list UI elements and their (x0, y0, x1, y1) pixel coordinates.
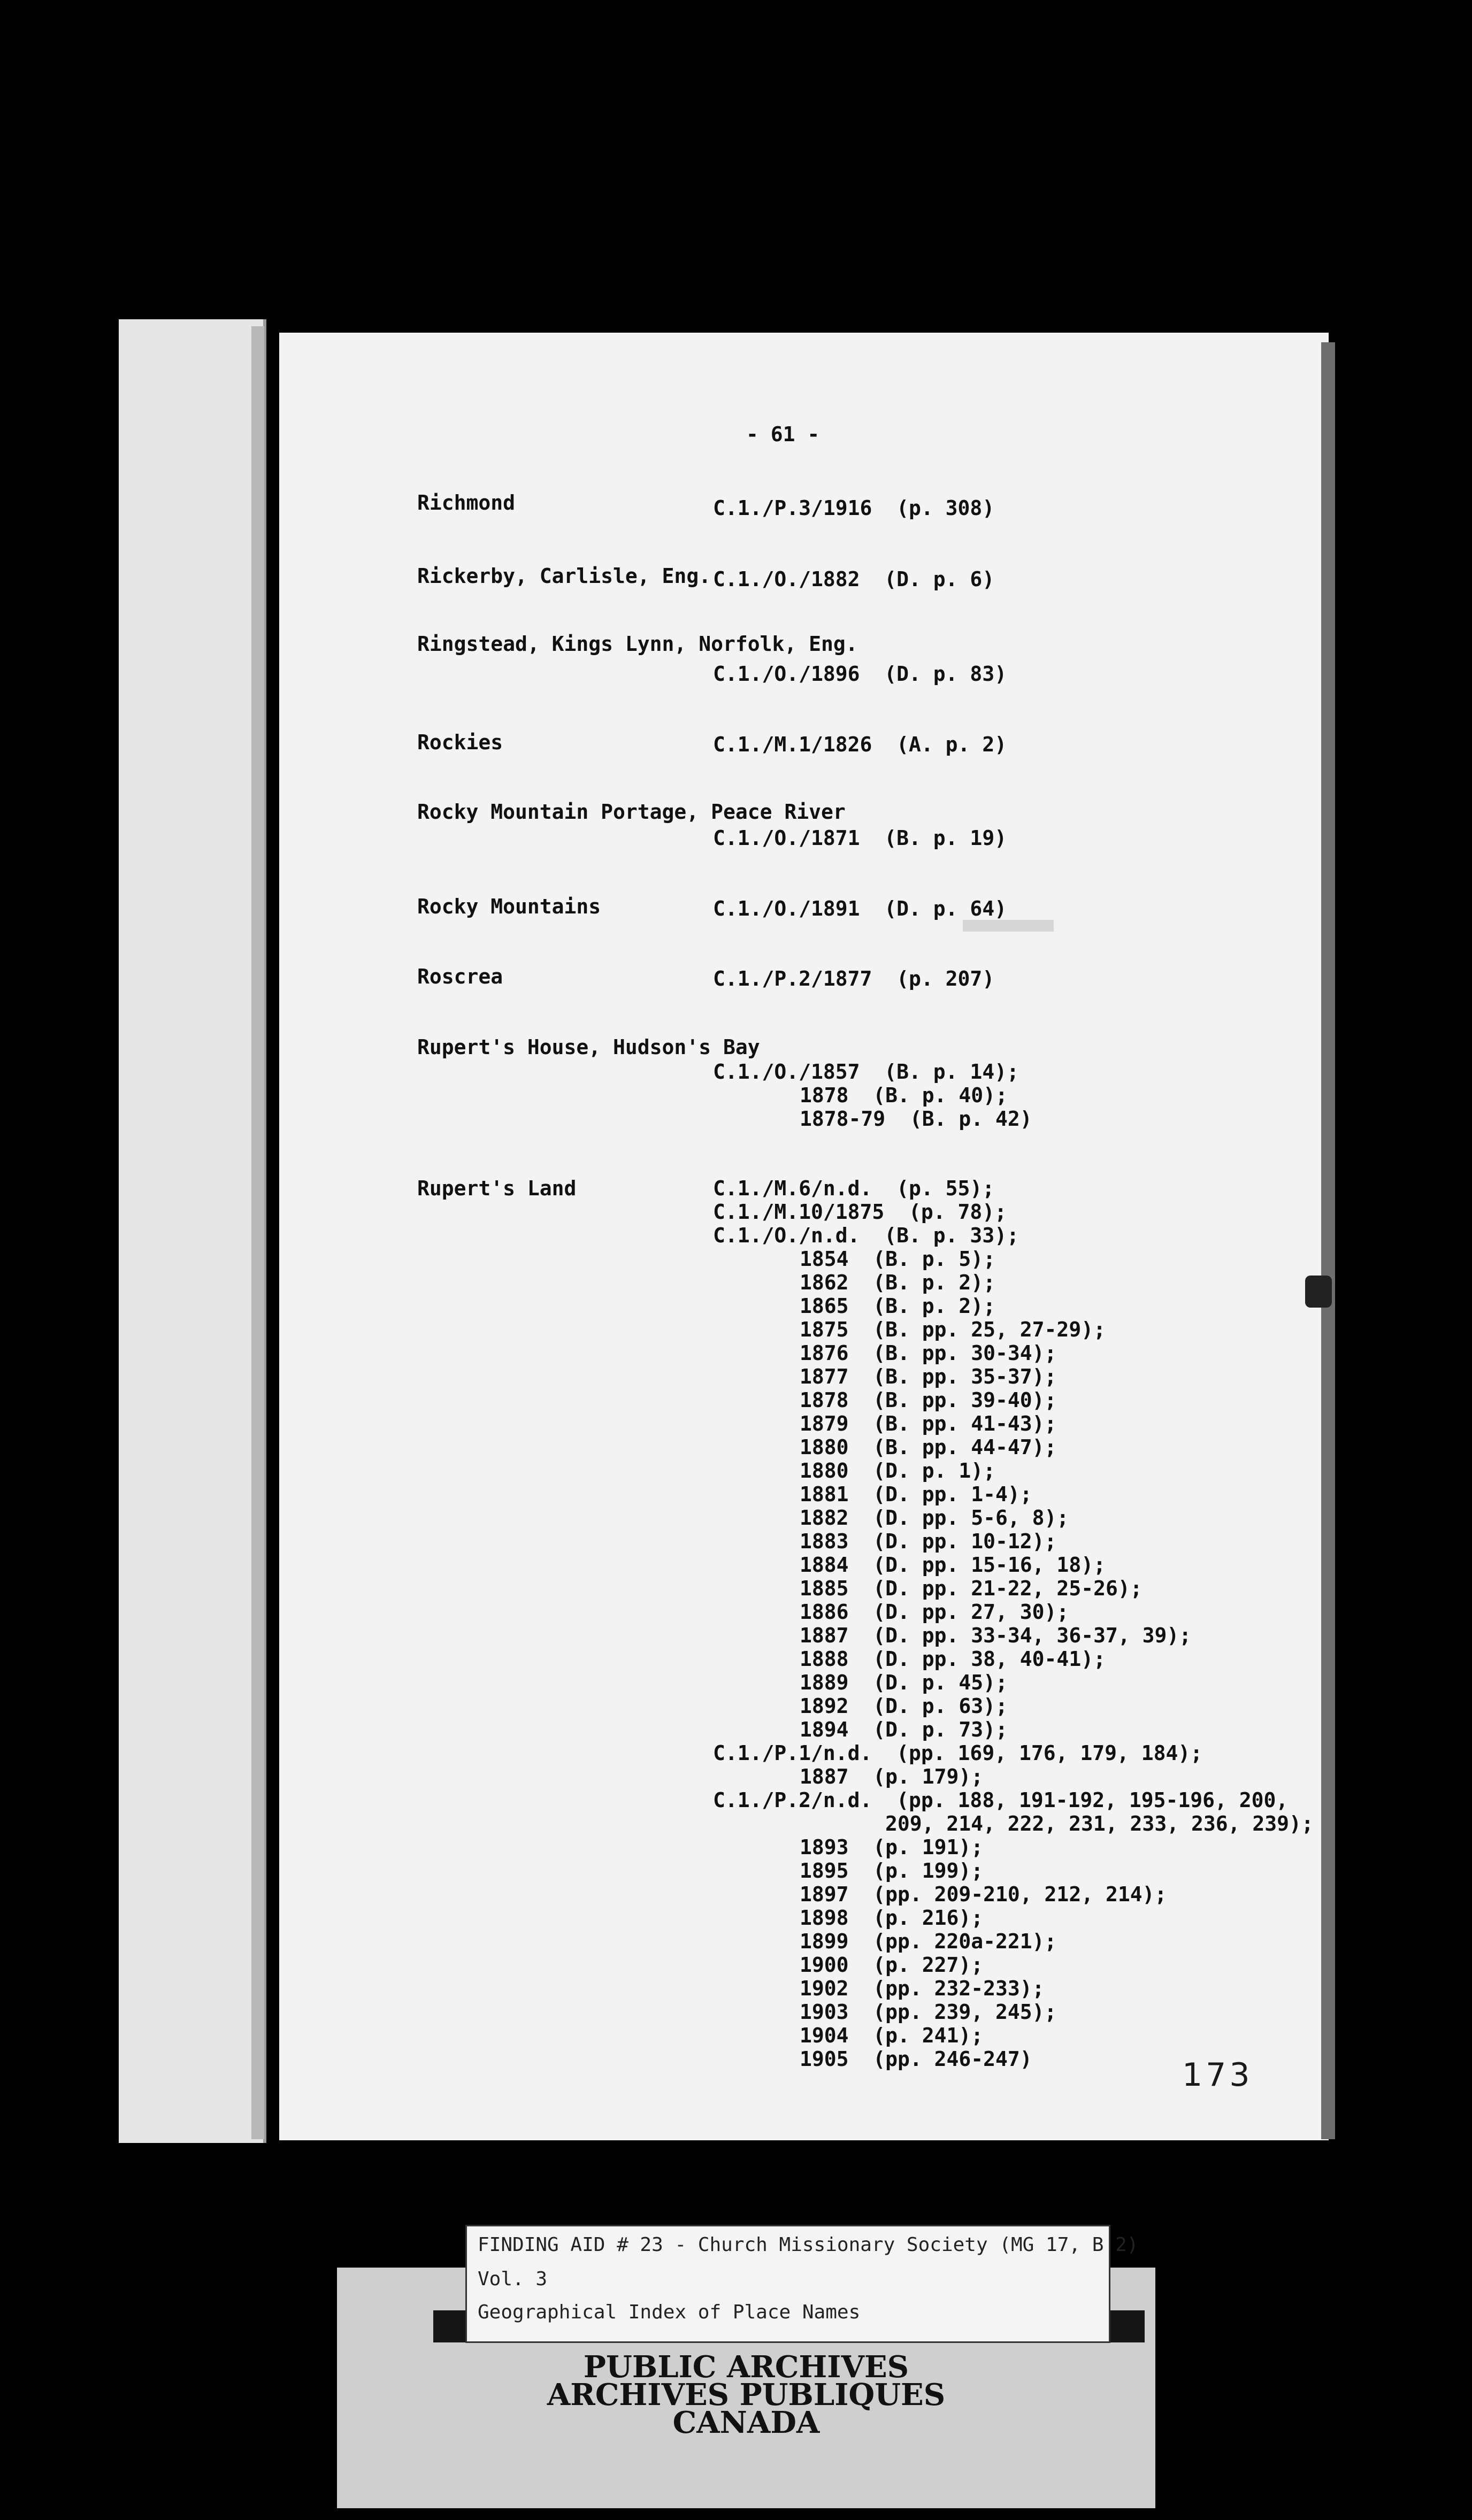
entry-reference: C.1./O./n.d. (B. p. 33); (713, 1224, 1019, 1247)
entry-reference: 1875 (B. pp. 25, 27-29); (800, 1318, 1106, 1341)
entry-reference: C.1./M.1/1826 (A. p. 2) (713, 733, 1007, 756)
page-edge-shadow (1321, 342, 1335, 2139)
entry-reference: 1876 (B. pp. 30-34); (800, 1341, 1057, 1365)
entry-reference: C.1./M.10/1875 (p. 78); (713, 1200, 1007, 1224)
previous-page-edge (119, 319, 266, 2143)
entry-reference: 1905 (pp. 246-247) (800, 2047, 1032, 2071)
entry-reference: 1900 (p. 227); (800, 1953, 984, 1977)
entry-reference: C.1./O./1882 (D. p. 6) (713, 567, 995, 591)
entry-reference: 1881 (D. pp. 1-4); (800, 1482, 1032, 1506)
entry-reference: 1882 (D. pp. 5-6, 8); (800, 1506, 1069, 1530)
entry-reference: 1894 (D. p. 73); (800, 1718, 1008, 1741)
entry-name-ruperts-house: Rupert's House, Hudson's Bay (417, 1035, 760, 1059)
entry-name-ringstead: Ringstead, Kings Lynn, Norfolk, Eng. (417, 632, 858, 656)
entry-name-rocky-mountains: Rocky Mountains (417, 895, 601, 918)
entry-reference: 1887 (p. 179); (800, 1765, 984, 1788)
entry-reference: 1879 (B. pp. 41-43); (800, 1412, 1057, 1435)
entry-reference: 1899 (pp. 220a-221); (800, 1930, 1057, 1953)
entry-reference: 1904 (p. 241); (800, 2024, 984, 2047)
entry-reference: C.1./O./1857 (B. p. 14); (713, 1060, 1019, 1084)
entry-reference: 1884 (D. pp. 15-16, 18); (800, 1553, 1106, 1577)
entry-reference: 1897 (pp. 209-210, 212, 214); (800, 1883, 1167, 1906)
entry-reference: 1878 (B. p. 40); (800, 1084, 1008, 1107)
entry-name-rocky-mountain-portage: Rocky Mountain Portage, Peace River (417, 800, 846, 824)
entry-reference: C.1./P.2/n.d. (pp. 188, 191-192, 195-196, 200, (713, 1788, 1289, 1812)
entry-reference: C.1./O./1891 (D. p. 64) (713, 897, 1007, 920)
entry-reference: 1887 (D. pp. 33-34, 36-37, 39); (800, 1624, 1192, 1647)
entry-name-richmond: Richmond (417, 491, 516, 514)
archives-line-1: PUBLIC ARCHIVES (583, 2349, 909, 2385)
entry-reference: 1888 (D. pp. 38, 40-41); (800, 1647, 1106, 1671)
entry-reference: 1880 (D. p. 1); (800, 1459, 996, 1482)
entry-reference: 1903 (pp. 239, 245); (800, 2000, 1057, 2024)
entry-name-roscrea: Roscrea (417, 965, 503, 988)
entry-reference: C.1./P.2/1877 (p. 207) (713, 967, 995, 990)
page-number: - 61 - (746, 422, 820, 446)
page-tab-mark (1305, 1276, 1332, 1308)
entry-name-rickerby: Rickerby, Carlisle, Eng. (417, 564, 711, 588)
entry-name-ruperts-land: Rupert's Land (417, 1177, 577, 1200)
finding-aid-label (465, 2225, 1139, 2343)
entry-reference: 1886 (D. pp. 27, 30); (800, 1600, 1069, 1624)
entry-reference: 1898 (p. 216); (800, 1906, 984, 1930)
entry-name-rockies: Rockies (417, 731, 503, 754)
entry-reference: 1893 (p. 191); (800, 1835, 984, 1859)
entry-reference: 1885 (D. pp. 21-22, 25-26); (800, 1577, 1143, 1600)
entry-reference: C.1./M.6/n.d. (p. 55); (713, 1177, 995, 1200)
entry-reference: 1865 (B. p. 2); (800, 1294, 996, 1318)
archives-line-2: ARCHIVES PUBLIQUES (547, 2377, 946, 2413)
paper-smudge (963, 920, 1054, 932)
archives-line-3: CANADA (672, 2405, 820, 2440)
frame-number: 173 (1182, 2056, 1253, 2094)
entry-reference: 1878-79 (B. p. 42) (800, 1107, 1032, 1131)
page-gutter (251, 326, 264, 2139)
entry-reference: C.1./O./1896 (D. p. 83) (713, 662, 1007, 686)
entry-reference: 1902 (pp. 232-233); (800, 1977, 1045, 2000)
entry-reference: 1880 (B. pp. 44-47); (800, 1435, 1057, 1459)
finding-aid-title: FINDING AID # 23 - Church Missionary Society (MG 17, B 2) (478, 2234, 1139, 2256)
entry-reference: C.1./P.3/1916 (p. 308) (713, 496, 995, 520)
entry-reference: C.1./P.1/n.d. (pp. 169, 176, 179, 184); (713, 1741, 1203, 1765)
entry-reference: 1877 (B. pp. 35-37); (800, 1365, 1057, 1388)
entry-reference: 1878 (B. pp. 39-40); (800, 1388, 1057, 1412)
entry-reference: 1892 (D. p. 63); (800, 1694, 1008, 1718)
entry-reference: 1862 (B. p. 2); (800, 1271, 996, 1294)
entry-reference: C.1./O./1871 (B. p. 19) (713, 826, 1007, 850)
entry-reference: 1895 (p. 199); (800, 1859, 984, 1883)
finding-aid-volume: Vol. 3 (478, 2268, 548, 2290)
entry-reference: 1889 (D. p. 45); (800, 1671, 1008, 1694)
entry-reference: 1854 (B. p. 5); (800, 1247, 996, 1271)
entry-reference: 209, 214, 222, 231, 233, 236, 239); (885, 1812, 1314, 1835)
finding-aid-subtitle: Geographical Index of Place Names (478, 2301, 861, 2323)
entry-reference: 1883 (D. pp. 10-12); (800, 1530, 1057, 1553)
